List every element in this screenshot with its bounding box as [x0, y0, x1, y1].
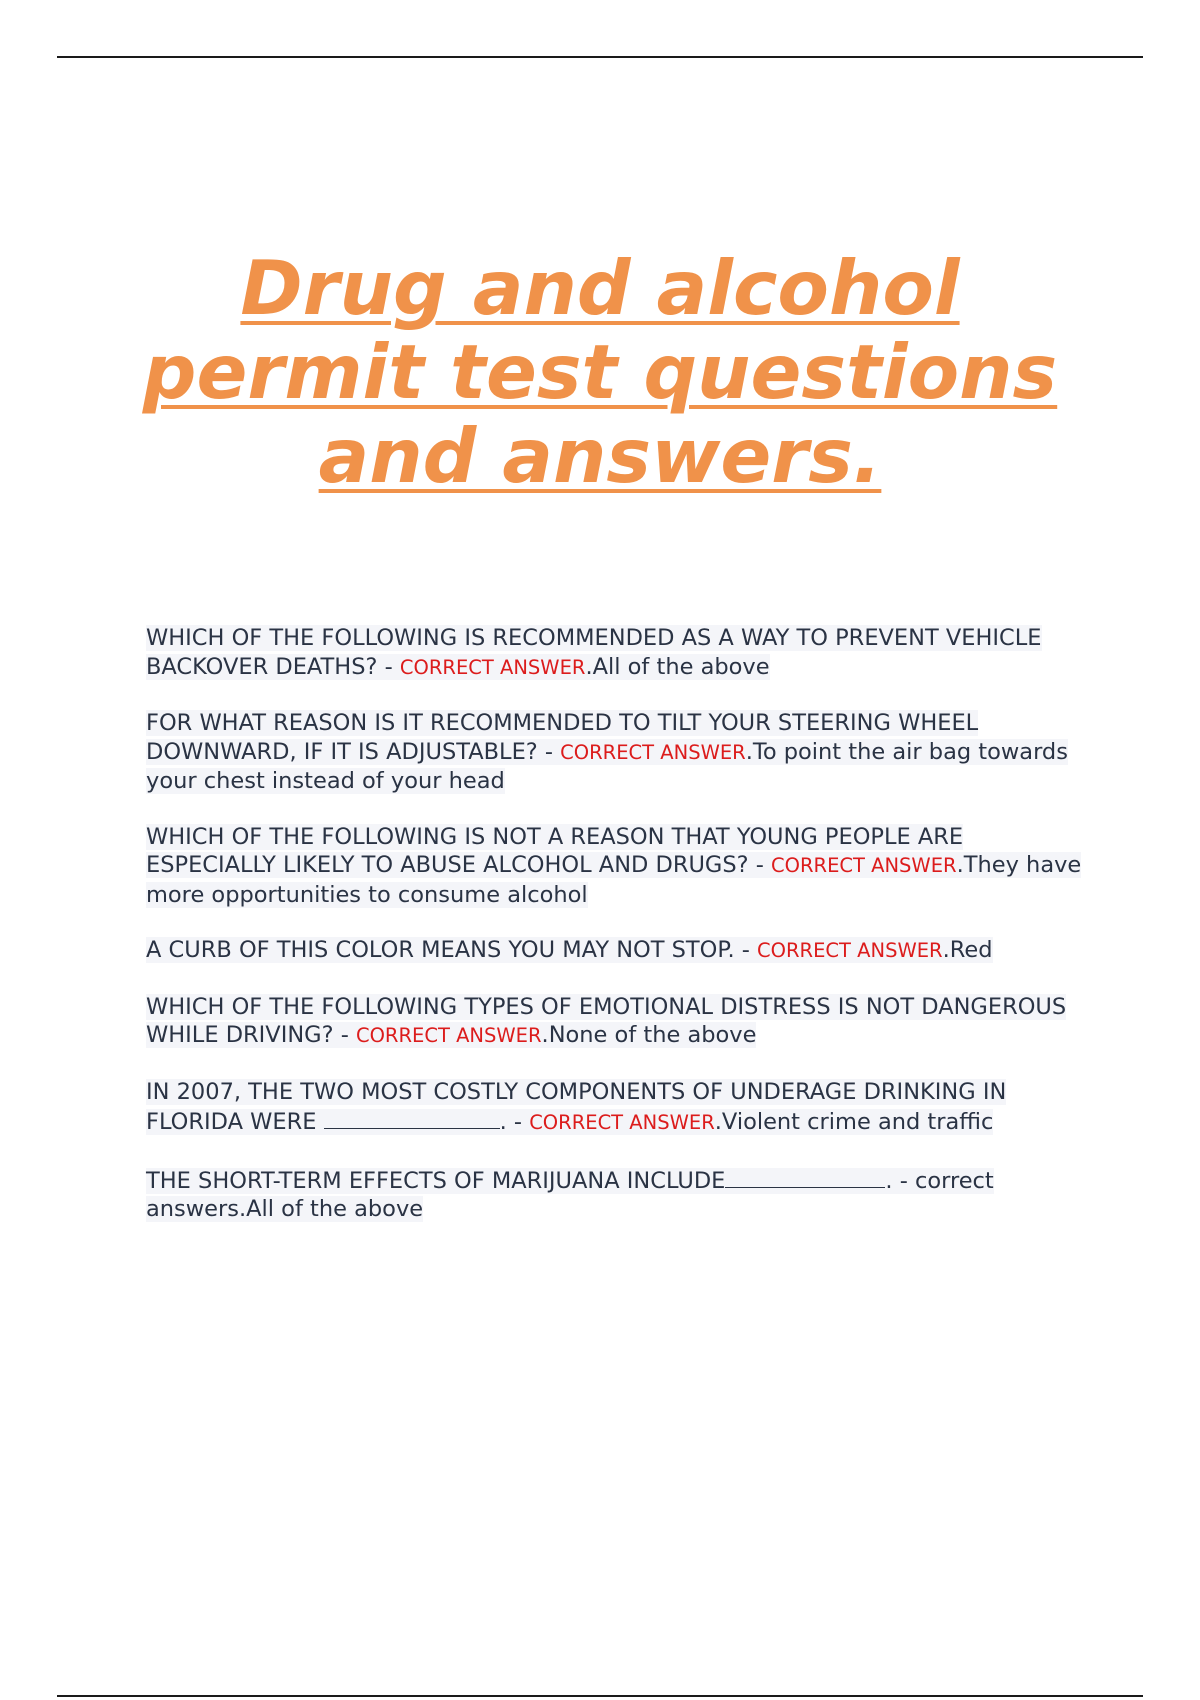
qa-list [146, 624, 1086, 1251]
qa-item-4 [146, 936, 1086, 966]
answer-text: .Violent crime and traffic [714, 1109, 994, 1135]
question-text-after-blank: . - [885, 1167, 915, 1194]
correct-answer-label: CORRECT ANSWER [529, 1111, 715, 1134]
question-text: THE SHORT-TERM EFFECTS OF MARIJUANA INCLUDE [146, 1167, 726, 1194]
correct-answer-label: CORRECT ANSWER [355, 1024, 542, 1047]
fill-in-blank [324, 1106, 500, 1129]
answer-text: .To point the air bag towards your chest instead of your head [146, 738, 1068, 794]
answer-text: correct answers.All of the above [146, 1167, 994, 1222]
qa-item-3 [146, 823, 1086, 910]
answer-text: .Red [942, 937, 993, 963]
top-rule [57, 56, 1143, 58]
question-text: IN 2007, THE TWO MOST COSTLY COMPONENTS OF UNDERAGE DRINKING IN FLORIDA WERE [146, 1078, 1007, 1135]
correct-answer-label: CORRECT ANSWER [560, 740, 746, 764]
question-text: FOR WHAT REASON IS IT RECOMMENDED TO TILT YOUR STEERING WHEEL DOWNWARD, IF IT IS ADJUSTABLE? - [146, 710, 979, 765]
correct-answer-label: CORRECT ANSWER [757, 939, 943, 962]
answer-text: .None of the above [541, 1022, 757, 1048]
answer-text: .All of the above [585, 653, 770, 680]
qa-item-7 [146, 1165, 1086, 1224]
question-text: WHICH OF THE FOLLOWING TYPES OF EMOTIONAL DISTRESS IS NOT DANGEROUS WHILE DRIVING? - [146, 993, 1067, 1048]
correct-answer-label: CORRECT ANSWER [399, 655, 586, 679]
fill-in-blank [725, 1165, 885, 1188]
qa-item-6 [146, 1078, 1086, 1138]
question-text: WHICH OF THE FOLLOWING IS RECOMMENDED AS A WAY TO PREVENT VEHICLE BACKOVER DEATHS? - [146, 625, 1042, 680]
answer-text: .They have more opportunities to consume alcohol [146, 852, 1082, 908]
qa-item-1 [146, 624, 1086, 682]
question-text: WHICH OF THE FOLLOWING IS NOT A REASON THAT YOUNG PEOPLE ARE ESPECIALLY LIKELY TO ABUSE ALCOHOL AND DRUGS? - [146, 823, 964, 878]
question-text-after-blank: . - [499, 1109, 530, 1135]
question-text: A CURB OF THIS COLOR MEANS YOU MAY NOT STOP. - [146, 937, 758, 963]
qa-item-2 [146, 709, 1086, 796]
correct-answer-label: CORRECT ANSWER [771, 854, 957, 877]
qa-item-5 [146, 993, 1086, 1051]
page-title: Drug and alcohol permit test questions and answers. [142, 244, 1058, 501]
bottom-rule [57, 1695, 1143, 1697]
